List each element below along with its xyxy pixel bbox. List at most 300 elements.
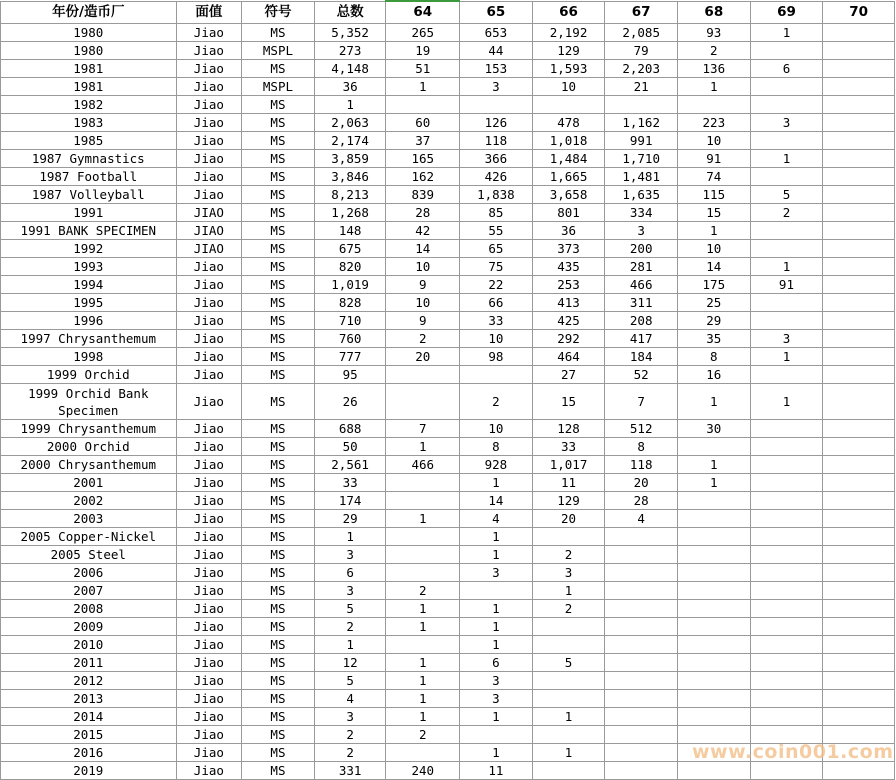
table-cell[interactable]: MS <box>242 492 315 510</box>
table-cell[interactable]: 3 <box>460 564 533 582</box>
table-cell[interactable] <box>605 600 678 618</box>
table-cell[interactable]: 3,846 <box>314 168 386 186</box>
table-cell[interactable]: 2019 <box>1 762 177 780</box>
table-cell[interactable]: 55 <box>460 222 533 240</box>
table-cell[interactable]: 2007 <box>1 582 177 600</box>
table-cell[interactable]: 184 <box>605 348 678 366</box>
table-cell[interactable]: 12 <box>314 654 386 672</box>
table-cell[interactable]: 928 <box>460 456 533 474</box>
table-cell[interactable]: 1994 <box>1 276 177 294</box>
table-cell[interactable] <box>823 420 895 438</box>
table-cell[interactable] <box>532 690 605 708</box>
table-cell[interactable]: Jiao <box>176 600 242 618</box>
table-cell[interactable] <box>750 618 823 636</box>
table-cell[interactable]: MS <box>242 420 315 438</box>
table-cell[interactable]: 2 <box>386 726 460 744</box>
table-cell[interactable] <box>605 654 678 672</box>
table-cell[interactable]: 2009 <box>1 618 177 636</box>
table-cell[interactable]: 79 <box>605 42 678 60</box>
table-cell[interactable] <box>823 132 895 150</box>
table-cell[interactable]: 5 <box>750 186 823 204</box>
table-cell[interactable]: 760 <box>314 330 386 348</box>
table-cell[interactable] <box>823 312 895 330</box>
table-cell[interactable]: 1 <box>386 654 460 672</box>
table-cell[interactable] <box>460 366 533 384</box>
table-cell[interactable]: 1982 <box>1 96 177 114</box>
table-cell[interactable]: 20 <box>386 348 460 366</box>
table-cell[interactable]: 1 <box>678 384 751 420</box>
table-cell[interactable]: 11 <box>532 474 605 492</box>
table-cell[interactable]: JIAO <box>176 240 242 258</box>
table-cell[interactable]: MS <box>242 474 315 492</box>
table-cell[interactable]: 1987 Football <box>1 168 177 186</box>
table-cell[interactable]: 6 <box>314 564 386 582</box>
table-cell[interactable]: 334 <box>605 204 678 222</box>
table-cell[interactable]: JIAO <box>176 222 242 240</box>
table-cell[interactable]: Jiao <box>176 564 242 582</box>
table-cell[interactable]: Jiao <box>176 132 242 150</box>
table-cell[interactable]: 29 <box>678 312 751 330</box>
table-cell[interactable]: MS <box>242 726 315 744</box>
table-cell[interactable] <box>532 672 605 690</box>
table-cell[interactable] <box>823 150 895 168</box>
table-cell[interactable] <box>678 96 751 114</box>
table-cell[interactable]: MS <box>242 168 315 186</box>
table-cell[interactable]: 136 <box>678 60 751 78</box>
table-cell[interactable]: 1 <box>532 744 605 762</box>
table-cell[interactable]: 126 <box>460 114 533 132</box>
table-cell[interactable]: 1 <box>460 618 533 636</box>
table-cell[interactable]: 1,268 <box>314 204 386 222</box>
table-cell[interactable] <box>460 582 533 600</box>
table-cell[interactable]: 1,665 <box>532 168 605 186</box>
table-cell[interactable]: 2005 Copper-Nickel <box>1 528 177 546</box>
table-cell[interactable]: 29 <box>314 510 386 528</box>
table-cell[interactable] <box>823 222 895 240</box>
table-cell[interactable]: 1,019 <box>314 276 386 294</box>
table-cell[interactable]: 1,018 <box>532 132 605 150</box>
table-cell[interactable]: 5 <box>314 672 386 690</box>
table-cell[interactable]: MS <box>242 672 315 690</box>
table-cell[interactable]: 8 <box>460 438 533 456</box>
table-cell[interactable]: 20 <box>532 510 605 528</box>
table-cell[interactable]: 33 <box>460 312 533 330</box>
table-cell[interactable]: MS <box>242 654 315 672</box>
table-cell[interactable]: 1 <box>460 528 533 546</box>
header-cell-year-mint[interactable]: 年份/造币厂 <box>1 1 177 24</box>
table-cell[interactable] <box>386 546 460 564</box>
table-cell[interactable] <box>823 114 895 132</box>
table-cell[interactable] <box>678 564 751 582</box>
table-cell[interactable]: Jiao <box>176 438 242 456</box>
table-cell[interactable]: MS <box>242 276 315 294</box>
table-cell[interactable] <box>823 474 895 492</box>
table-cell[interactable]: 65 <box>460 240 533 258</box>
table-cell[interactable]: Jiao <box>176 420 242 438</box>
table-cell[interactable]: 1981 <box>1 78 177 96</box>
table-cell[interactable]: 1 <box>314 528 386 546</box>
table-cell[interactable]: MS <box>242 744 315 762</box>
table-cell[interactable]: Jiao <box>176 168 242 186</box>
table-cell[interactable]: 20 <box>605 474 678 492</box>
table-cell[interactable] <box>605 546 678 564</box>
table-cell[interactable]: 1 <box>460 474 533 492</box>
table-cell[interactable]: 1995 <box>1 294 177 312</box>
table-cell[interactable]: 6 <box>460 654 533 672</box>
table-cell[interactable]: 30 <box>678 420 751 438</box>
table-cell[interactable]: 7 <box>386 420 460 438</box>
table-cell[interactable]: 2008 <box>1 600 177 618</box>
table-cell[interactable]: MSPL <box>242 78 315 96</box>
table-cell[interactable]: 366 <box>460 150 533 168</box>
header-cell-grade-70[interactable]: 70 <box>823 1 895 24</box>
table-cell[interactable]: MS <box>242 312 315 330</box>
table-cell[interactable] <box>750 690 823 708</box>
table-cell[interactable]: 115 <box>678 186 751 204</box>
table-cell[interactable]: 1991 <box>1 204 177 222</box>
table-cell[interactable] <box>678 636 751 654</box>
table-cell[interactable]: 3 <box>605 222 678 240</box>
table-cell[interactable]: 175 <box>678 276 751 294</box>
table-cell[interactable] <box>605 726 678 744</box>
table-cell[interactable]: 1,484 <box>532 150 605 168</box>
table-cell[interactable]: 10 <box>678 132 751 150</box>
table-cell[interactable]: MS <box>242 438 315 456</box>
table-cell[interactable]: 417 <box>605 330 678 348</box>
table-cell[interactable]: 1 <box>386 438 460 456</box>
table-cell[interactable]: Jiao <box>176 60 242 78</box>
table-cell[interactable]: 1992 <box>1 240 177 258</box>
table-cell[interactable]: 3,658 <box>532 186 605 204</box>
table-cell[interactable] <box>823 258 895 276</box>
table-cell[interactable]: 464 <box>532 348 605 366</box>
table-cell[interactable]: 91 <box>678 150 751 168</box>
table-cell[interactable]: 2 <box>314 726 386 744</box>
table-cell[interactable]: 2,561 <box>314 456 386 474</box>
table-cell[interactable] <box>605 672 678 690</box>
table-cell[interactable]: 1,017 <box>532 456 605 474</box>
table-cell[interactable]: 1 <box>460 600 533 618</box>
table-cell[interactable]: Jiao <box>176 258 242 276</box>
table-cell[interactable]: 10 <box>386 258 460 276</box>
table-cell[interactable] <box>823 366 895 384</box>
table-cell[interactable]: 1,162 <box>605 114 678 132</box>
table-cell[interactable] <box>823 240 895 258</box>
table-cell[interactable]: 1 <box>386 618 460 636</box>
table-cell[interactable] <box>750 168 823 186</box>
table-cell[interactable]: 1 <box>314 96 386 114</box>
table-cell[interactable]: 281 <box>605 258 678 276</box>
table-cell[interactable]: 4 <box>605 510 678 528</box>
table-cell[interactable]: 2 <box>314 618 386 636</box>
table-cell[interactable]: 28 <box>605 492 678 510</box>
table-cell[interactable]: Jiao <box>176 708 242 726</box>
table-cell[interactable] <box>386 96 460 114</box>
table-cell[interactable]: 2 <box>678 42 751 60</box>
table-cell[interactable] <box>823 528 895 546</box>
table-cell[interactable]: 2013 <box>1 690 177 708</box>
table-cell[interactable]: 425 <box>532 312 605 330</box>
table-cell[interactable]: 2006 <box>1 564 177 582</box>
table-cell[interactable]: 14 <box>678 258 751 276</box>
table-cell[interactable]: 240 <box>386 762 460 780</box>
table-cell[interactable]: 5 <box>314 600 386 618</box>
table-cell[interactable]: Jiao <box>176 330 242 348</box>
table-cell[interactable]: Jiao <box>176 384 242 420</box>
table-cell[interactable]: 5 <box>532 654 605 672</box>
table-cell[interactable]: 1 <box>750 258 823 276</box>
table-cell[interactable] <box>823 42 895 60</box>
table-cell[interactable]: 1983 <box>1 114 177 132</box>
table-cell[interactable] <box>532 96 605 114</box>
table-cell[interactable]: 426 <box>460 168 533 186</box>
table-cell[interactable]: 1999 Orchid <box>1 366 177 384</box>
table-cell[interactable]: 19 <box>386 42 460 60</box>
table-cell[interactable]: 1 <box>750 24 823 42</box>
table-cell[interactable] <box>605 564 678 582</box>
table-cell[interactable] <box>823 384 895 420</box>
table-cell[interactable]: 42 <box>386 222 460 240</box>
table-cell[interactable]: 93 <box>678 24 751 42</box>
table-cell[interactable]: 74 <box>678 168 751 186</box>
table-cell[interactable]: 174 <box>314 492 386 510</box>
table-cell[interactable]: 1 <box>460 744 533 762</box>
table-cell[interactable] <box>750 528 823 546</box>
table-cell[interactable]: 4,148 <box>314 60 386 78</box>
table-cell[interactable]: 373 <box>532 240 605 258</box>
table-cell[interactable]: 265 <box>386 24 460 42</box>
table-cell[interactable]: 162 <box>386 168 460 186</box>
table-cell[interactable]: 2,203 <box>605 60 678 78</box>
table-cell[interactable]: 91 <box>750 276 823 294</box>
table-cell[interactable] <box>823 546 895 564</box>
table-cell[interactable]: 6 <box>750 60 823 78</box>
table-cell[interactable]: MS <box>242 222 315 240</box>
header-cell-denomination[interactable]: 面值 <box>176 1 242 24</box>
table-cell[interactable]: 15 <box>532 384 605 420</box>
table-cell[interactable] <box>678 600 751 618</box>
table-cell[interactable] <box>750 564 823 582</box>
table-cell[interactable]: MS <box>242 564 315 582</box>
table-cell[interactable]: 1 <box>314 636 386 654</box>
table-cell[interactable] <box>750 582 823 600</box>
table-cell[interactable]: 4 <box>460 510 533 528</box>
table-cell[interactable] <box>750 312 823 330</box>
table-cell[interactable] <box>678 528 751 546</box>
table-cell[interactable]: Jiao <box>176 546 242 564</box>
table-cell[interactable] <box>823 78 895 96</box>
table-cell[interactable]: 273 <box>314 42 386 60</box>
table-cell[interactable]: 3 <box>460 672 533 690</box>
table-cell[interactable] <box>823 762 895 780</box>
table-cell[interactable] <box>823 582 895 600</box>
table-cell[interactable]: MS <box>242 366 315 384</box>
table-cell[interactable]: MS <box>242 546 315 564</box>
table-cell[interactable] <box>823 438 895 456</box>
table-cell[interactable]: 14 <box>460 492 533 510</box>
table-cell[interactable]: 10 <box>532 78 605 96</box>
table-cell[interactable]: Jiao <box>176 456 242 474</box>
table-cell[interactable]: Jiao <box>176 114 242 132</box>
table-cell[interactable] <box>750 294 823 312</box>
table-cell[interactable] <box>823 276 895 294</box>
table-cell[interactable]: 2016 <box>1 744 177 762</box>
table-cell[interactable]: Jiao <box>176 528 242 546</box>
table-cell[interactable] <box>605 582 678 600</box>
table-cell[interactable]: 1,838 <box>460 186 533 204</box>
table-cell[interactable]: 3 <box>460 690 533 708</box>
table-cell[interactable] <box>823 672 895 690</box>
table-cell[interactable]: 118 <box>605 456 678 474</box>
table-cell[interactable]: Jiao <box>176 582 242 600</box>
table-cell[interactable] <box>605 744 678 762</box>
table-cell[interactable]: 253 <box>532 276 605 294</box>
table-cell[interactable]: MS <box>242 24 315 42</box>
table-cell[interactable]: 75 <box>460 258 533 276</box>
table-cell[interactable]: Jiao <box>176 690 242 708</box>
table-cell[interactable] <box>386 564 460 582</box>
table-cell[interactable]: 51 <box>386 60 460 78</box>
table-cell[interactable]: 311 <box>605 294 678 312</box>
table-cell[interactable]: 1 <box>750 150 823 168</box>
table-cell[interactable]: MS <box>242 384 315 420</box>
table-cell[interactable]: 9 <box>386 312 460 330</box>
table-cell[interactable] <box>386 384 460 420</box>
table-cell[interactable] <box>823 330 895 348</box>
table-cell[interactable] <box>678 510 751 528</box>
table-cell[interactable] <box>750 240 823 258</box>
table-cell[interactable]: 292 <box>532 330 605 348</box>
table-cell[interactable]: 1999 Orchid Bank Specimen <box>1 384 177 420</box>
header-cell-total[interactable]: 总数 <box>314 1 386 24</box>
table-cell[interactable]: 2014 <box>1 708 177 726</box>
table-cell[interactable]: 466 <box>386 456 460 474</box>
table-cell[interactable] <box>750 546 823 564</box>
table-cell[interactable]: Jiao <box>176 618 242 636</box>
header-cell-grade-67[interactable]: 67 <box>605 1 678 24</box>
table-cell[interactable]: 2000 Chrysanthemum <box>1 456 177 474</box>
table-cell[interactable] <box>678 546 751 564</box>
table-cell[interactable]: 1 <box>386 672 460 690</box>
table-cell[interactable]: 3 <box>750 330 823 348</box>
table-cell[interactable] <box>605 96 678 114</box>
table-cell[interactable] <box>678 762 751 780</box>
table-cell[interactable]: MS <box>242 690 315 708</box>
table-cell[interactable]: Jiao <box>176 492 242 510</box>
table-cell[interactable]: Jiao <box>176 150 242 168</box>
table-cell[interactable]: 1 <box>750 384 823 420</box>
table-cell[interactable] <box>823 708 895 726</box>
table-cell[interactable] <box>750 636 823 654</box>
table-cell[interactable] <box>750 366 823 384</box>
table-cell[interactable]: MS <box>242 636 315 654</box>
table-cell[interactable]: 2002 <box>1 492 177 510</box>
table-cell[interactable] <box>823 690 895 708</box>
table-cell[interactable] <box>386 474 460 492</box>
table-cell[interactable]: Jiao <box>176 78 242 96</box>
table-cell[interactable] <box>678 672 751 690</box>
table-cell[interactable] <box>750 78 823 96</box>
table-cell[interactable]: 466 <box>605 276 678 294</box>
table-cell[interactable]: MS <box>242 150 315 168</box>
table-cell[interactable] <box>750 420 823 438</box>
table-cell[interactable]: 777 <box>314 348 386 366</box>
table-cell[interactable]: 1 <box>678 78 751 96</box>
table-cell[interactable] <box>823 618 895 636</box>
table-cell[interactable] <box>460 726 533 744</box>
table-cell[interactable]: 478 <box>532 114 605 132</box>
table-cell[interactable]: 2,085 <box>605 24 678 42</box>
table-cell[interactable] <box>823 60 895 78</box>
table-cell[interactable] <box>750 222 823 240</box>
table-cell[interactable] <box>386 366 460 384</box>
table-cell[interactable] <box>823 294 895 312</box>
table-cell[interactable]: 1 <box>678 456 751 474</box>
table-cell[interactable]: 10 <box>460 330 533 348</box>
table-cell[interactable]: 1987 Volleyball <box>1 186 177 204</box>
table-cell[interactable]: 2,063 <box>314 114 386 132</box>
table-cell[interactable]: 129 <box>532 492 605 510</box>
table-cell[interactable] <box>823 654 895 672</box>
table-cell[interactable]: 828 <box>314 294 386 312</box>
table-cell[interactable]: 4 <box>314 690 386 708</box>
table-cell[interactable] <box>823 492 895 510</box>
table-cell[interactable]: 16 <box>678 366 751 384</box>
table-cell[interactable] <box>823 204 895 222</box>
table-cell[interactable] <box>750 132 823 150</box>
table-cell[interactable]: 44 <box>460 42 533 60</box>
header-cell-grade-69[interactable]: 69 <box>750 1 823 24</box>
table-cell[interactable]: MS <box>242 60 315 78</box>
table-cell[interactable]: JIAO <box>176 204 242 222</box>
table-cell[interactable]: 2 <box>386 582 460 600</box>
table-cell[interactable]: 435 <box>532 258 605 276</box>
table-cell[interactable]: 8 <box>605 438 678 456</box>
table-cell[interactable]: 95 <box>314 366 386 384</box>
table-cell[interactable]: MS <box>242 600 315 618</box>
table-cell[interactable] <box>750 42 823 60</box>
table-cell[interactable]: Jiao <box>176 42 242 60</box>
table-cell[interactable]: 148 <box>314 222 386 240</box>
table-cell[interactable] <box>823 456 895 474</box>
table-cell[interactable]: 8 <box>678 348 751 366</box>
table-cell[interactable]: 1980 <box>1 42 177 60</box>
table-cell[interactable]: MS <box>242 510 315 528</box>
table-cell[interactable]: 153 <box>460 60 533 78</box>
table-cell[interactable] <box>605 690 678 708</box>
table-cell[interactable]: 331 <box>314 762 386 780</box>
table-cell[interactable]: 3,859 <box>314 150 386 168</box>
table-cell[interactable]: 27 <box>532 366 605 384</box>
table-cell[interactable]: 33 <box>532 438 605 456</box>
table-cell[interactable]: 50 <box>314 438 386 456</box>
table-cell[interactable]: 839 <box>386 186 460 204</box>
table-cell[interactable]: 14 <box>386 240 460 258</box>
table-cell[interactable]: Jiao <box>176 186 242 204</box>
table-cell[interactable]: 1997 Chrysanthemum <box>1 330 177 348</box>
table-cell[interactable]: 2 <box>532 600 605 618</box>
table-cell[interactable]: 710 <box>314 312 386 330</box>
table-cell[interactable] <box>823 510 895 528</box>
table-cell[interactable]: 3 <box>314 708 386 726</box>
table-cell[interactable]: Jiao <box>176 24 242 42</box>
table-cell[interactable]: 52 <box>605 366 678 384</box>
table-cell[interactable] <box>750 456 823 474</box>
table-cell[interactable]: MS <box>242 528 315 546</box>
table-cell[interactable]: Jiao <box>176 474 242 492</box>
table-cell[interactable]: Jiao <box>176 366 242 384</box>
table-cell[interactable] <box>605 636 678 654</box>
